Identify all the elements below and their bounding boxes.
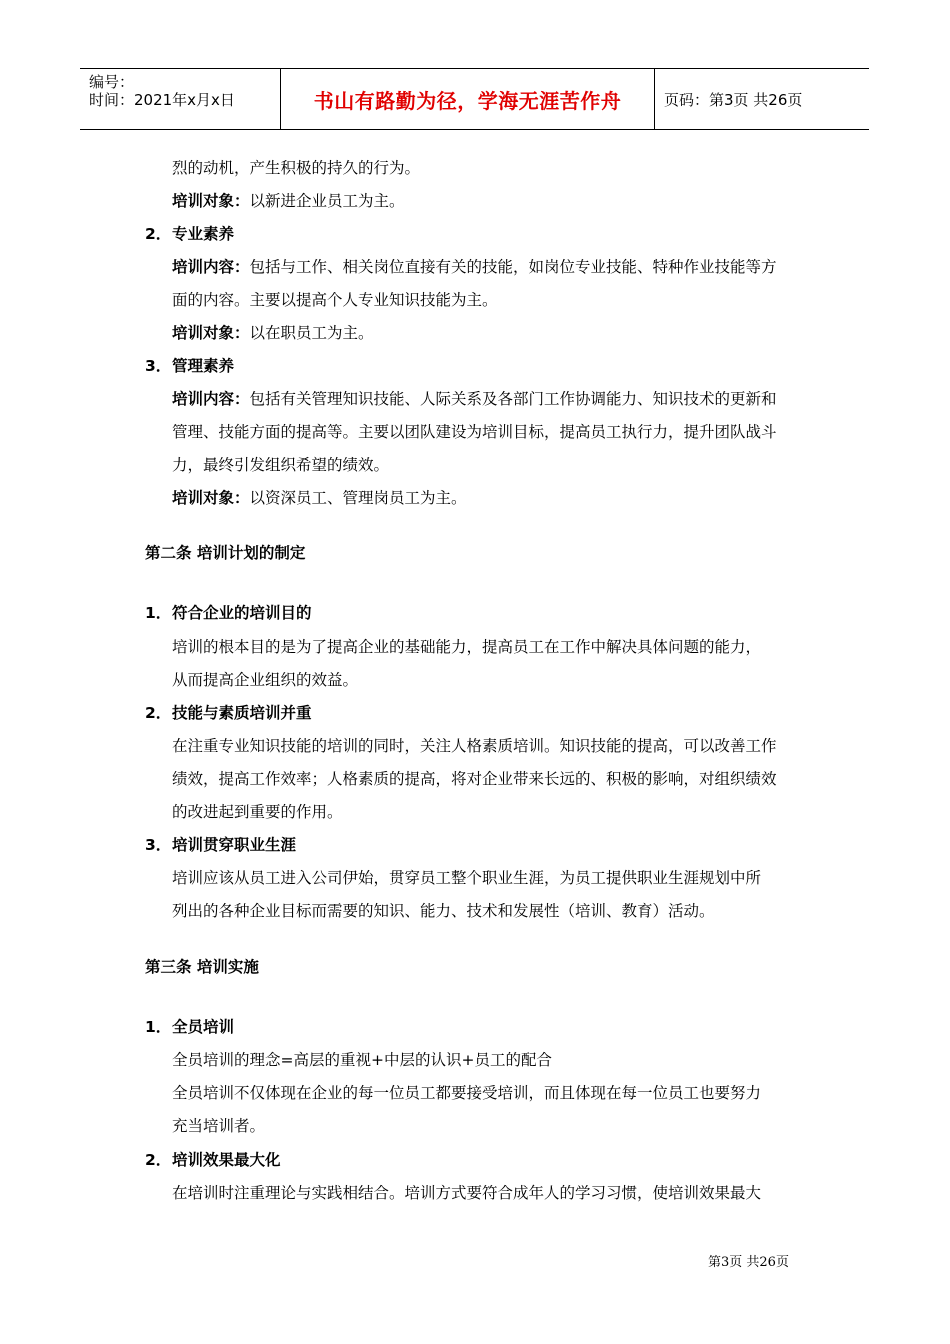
paragraph-line: 培训对象：以新进企业员工为主。 <box>172 192 405 210</box>
section-heading: 1．符合企业的培训目的 <box>145 604 312 622</box>
field-label: 培训对象： <box>172 324 250 342</box>
paragraph-line: 培训对象：以在职员工为主。 <box>172 324 374 342</box>
header-time: 时间：2021年x月x日 <box>89 91 235 109</box>
paragraph-line: 培训内容：包括与工作、相关岗位直接有关的技能，如岗位专业技能、特种作业技能等方 <box>172 258 777 276</box>
header-meta <box>80 69 281 129</box>
paragraph-line: 在注重专业知识技能的培训的同时，关注人格素质培训。知识技能的提高，可以改善工作 <box>172 737 777 755</box>
paragraph-line: 管理、技能方面的提高等。主要以团队建设为培训目标，提高员工执行力，提升团队战斗 <box>172 423 777 441</box>
paragraph-line: 培训应该从员工进入公司伊始，贯穿员工整个职业生涯，为员工提供职业生涯规划中所 <box>172 869 762 887</box>
paragraph-line: 全员培训不仅体现在企业的每一位员工都要接受培训，而且体现在每一位员工也要努力 <box>172 1084 762 1102</box>
section-heading: 3．培训贯穿职业生涯 <box>145 836 297 854</box>
paragraph-line: 充当培训者。 <box>172 1117 266 1135</box>
section-heading: 1．全员培训 <box>145 1018 235 1036</box>
paragraph-line: 培训对象：以资深员工、管理岗员工为主。 <box>172 489 467 507</box>
paragraph-line: 培训的根本目的是为了提高企业的基础能力，提高员工在工作中解决具体问题的能力， <box>172 638 762 656</box>
article-heading: 第二条 培训计划的制定 <box>145 544 306 562</box>
field-label: 培训内容： <box>172 258 250 276</box>
field-label: 培训内容： <box>172 390 250 408</box>
field-label: 培训对象： <box>172 192 250 210</box>
paragraph-line: 绩效，提高工作效率；人格素质的提高，将对企业带来长远的、积极的影响，对组织绩效 <box>172 770 777 788</box>
paragraph-line: 的改进起到重要的作用。 <box>172 803 343 821</box>
page-header <box>80 68 869 130</box>
paragraph-line: 培训内容：包括有关管理知识技能、人际关系及各部门工作协调能力、知识技术的更新和 <box>172 390 777 408</box>
paragraph-line: 烈的动机，产生积极的持久的行为。 <box>172 159 421 177</box>
paragraph-line: 全员培训的理念=高层的重视+中层的认识+员工的配合 <box>172 1051 552 1069</box>
section-heading: 2．培训效果最大化 <box>145 1151 281 1169</box>
page-footer: 第3页 共26页 <box>708 1255 789 1270</box>
field-label: 培训对象： <box>172 489 250 507</box>
paragraph-line: 在培训时注重理论与实践相结合。培训方式要符合成年人的学习习惯，使培训效果最大 <box>172 1184 762 1202</box>
paragraph-line: 力，最终引发组织希望的绩效。 <box>172 456 390 474</box>
section-heading: 2．专业素养 <box>145 225 235 243</box>
paragraph-line: 列出的各种企业目标而需要的知识、能力、技术和发展性（培训、教育）活动。 <box>172 902 715 920</box>
article-heading: 第三条 培训实施 <box>145 958 259 976</box>
header-motto: 书山有路勤为径，学海无涯苦作舟 <box>281 69 655 129</box>
header-page: 页码：第3页 共26页 <box>664 90 803 109</box>
section-heading: 2．技能与素质培训并重 <box>145 704 312 722</box>
header-number: 编号： <box>89 73 135 91</box>
paragraph-line: 面的内容。主要以提高个人专业知识技能为主。 <box>172 291 498 309</box>
section-heading: 3．管理素养 <box>145 357 235 375</box>
paragraph-line: 从而提高企业组织的效益。 <box>172 671 359 689</box>
